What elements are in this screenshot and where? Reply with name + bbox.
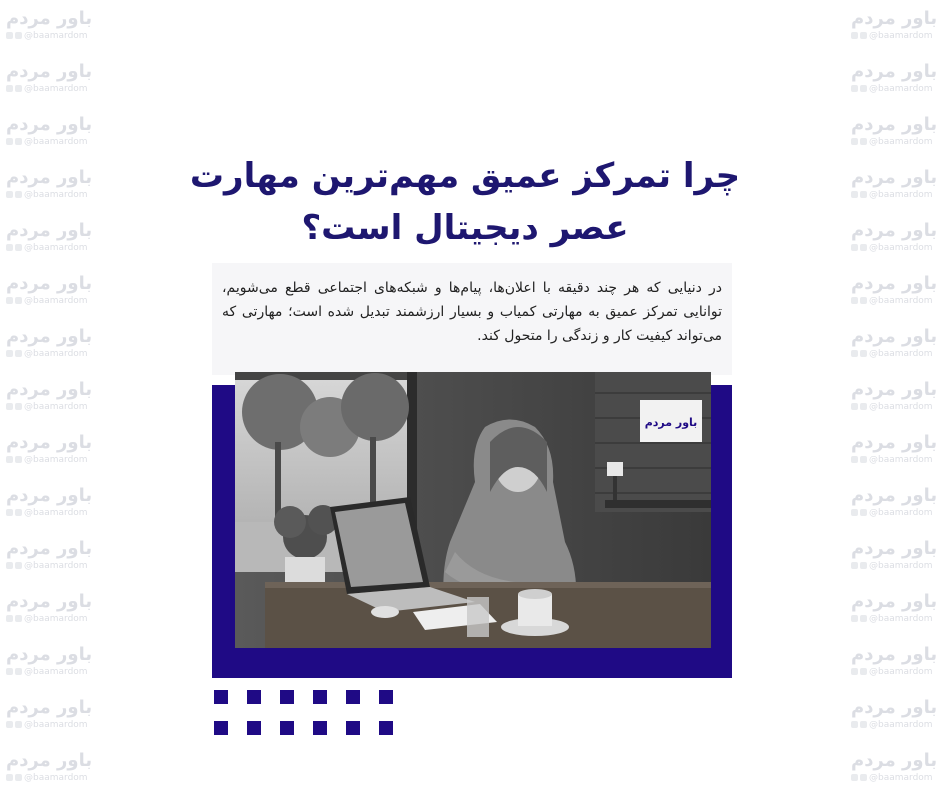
watermark-logo: باور مردم xyxy=(6,220,93,241)
instagram-icon xyxy=(851,32,858,39)
watermark-handle: @baamardom xyxy=(869,402,933,412)
watermark-handle: @baamardom xyxy=(24,190,88,200)
watermark-handle: @baamardom xyxy=(869,720,933,730)
watermark-logo: باور مردم xyxy=(851,114,938,135)
telegram-icon xyxy=(15,32,22,39)
decorative-dot xyxy=(379,721,393,735)
telegram-icon xyxy=(860,350,867,357)
wall-sign-logo: باور مردم xyxy=(644,416,698,429)
telegram-icon xyxy=(15,562,22,569)
instagram-icon xyxy=(851,562,858,569)
watermark-handle-row xyxy=(851,136,943,148)
watermark-handle: @baamardom xyxy=(869,349,933,359)
watermark-handle-row xyxy=(851,295,943,307)
watermark-logo: باور مردم xyxy=(6,114,93,135)
decorative-dot xyxy=(214,690,228,704)
instagram-icon xyxy=(6,615,13,622)
instagram-icon xyxy=(851,191,858,198)
watermark-handle-row xyxy=(6,454,98,466)
instagram-icon xyxy=(851,668,858,675)
watermark-handle: @baamardom xyxy=(24,349,88,359)
decorative-dot xyxy=(280,690,294,704)
telegram-icon xyxy=(860,244,867,251)
telegram-icon xyxy=(860,615,867,622)
telegram-icon xyxy=(860,774,867,781)
watermark-logo: باور مردم xyxy=(851,61,938,82)
watermark xyxy=(851,167,943,211)
instagram-icon xyxy=(6,350,13,357)
watermark xyxy=(6,591,98,635)
decorative-dot xyxy=(247,721,261,735)
watermark-handle: @baamardom xyxy=(869,455,933,465)
telegram-icon xyxy=(15,456,22,463)
instagram-icon xyxy=(6,721,13,728)
watermark xyxy=(6,644,98,688)
watermark xyxy=(851,326,943,370)
instagram-icon xyxy=(6,456,13,463)
watermark xyxy=(851,220,943,264)
instagram-icon xyxy=(6,403,13,410)
watermark-handle-row xyxy=(6,348,98,360)
watermark-logo: باور مردم xyxy=(6,273,93,294)
decorative-dot-grid xyxy=(214,690,404,740)
telegram-icon xyxy=(860,297,867,304)
decorative-dot xyxy=(214,721,228,735)
watermark-handle-row xyxy=(6,401,98,413)
instagram-icon xyxy=(6,297,13,304)
telegram-icon xyxy=(15,403,22,410)
instagram-icon xyxy=(6,191,13,198)
watermark-logo: باور مردم xyxy=(851,8,938,29)
watermark-logo: باور مردم xyxy=(851,167,938,188)
telegram-icon xyxy=(15,721,22,728)
article-title: چرا تمرکز عمیق مهم‌ترین مهارت عصر دیجیتال است؟ xyxy=(189,156,741,248)
instagram-icon xyxy=(6,138,13,145)
watermark-handle-row xyxy=(6,507,98,519)
decorative-dot xyxy=(313,721,327,735)
instagram-icon xyxy=(851,456,858,463)
watermark-handle: @baamardom xyxy=(869,614,933,624)
telegram-icon xyxy=(860,85,867,92)
watermark xyxy=(6,273,98,317)
watermark-handle-row xyxy=(6,560,98,572)
watermark-logo: باور مردم xyxy=(851,591,938,612)
watermark-logo: باور مردم xyxy=(851,326,938,347)
instagram-icon xyxy=(6,668,13,675)
watermark-handle: @baamardom xyxy=(24,561,88,571)
watermark xyxy=(851,538,943,582)
watermark-handle: @baamardom xyxy=(869,667,933,677)
watermark-logo: باور مردم xyxy=(851,379,938,400)
instagram-icon xyxy=(851,350,858,357)
watermark-logo: باور مردم xyxy=(6,591,93,612)
watermark-handle-row xyxy=(6,772,98,784)
decorative-dot xyxy=(379,690,393,704)
watermark-handle-row xyxy=(851,348,943,360)
watermark-logo: باور مردم xyxy=(6,432,93,453)
watermark-handle-row xyxy=(6,242,98,254)
watermark-handle: @baamardom xyxy=(869,561,933,571)
watermark-handle-row xyxy=(851,666,943,678)
instagram-icon xyxy=(851,138,858,145)
instagram-icon xyxy=(6,509,13,516)
telegram-icon xyxy=(15,509,22,516)
watermark-logo: باور مردم xyxy=(851,485,938,506)
instagram-icon xyxy=(6,774,13,781)
telegram-icon xyxy=(15,191,22,198)
watermark-handle: @baamardom xyxy=(24,667,88,677)
watermark xyxy=(6,114,98,158)
watermark-handle-row xyxy=(851,454,943,466)
watermark-handle: @baamardom xyxy=(869,243,933,253)
watermark-logo: باور مردم xyxy=(851,432,938,453)
watermark-handle-row xyxy=(851,613,943,625)
watermark-logo: باور مردم xyxy=(6,8,93,29)
watermark xyxy=(851,273,943,317)
watermark-handle-row xyxy=(851,242,943,254)
watermark-handle: @baamardom xyxy=(24,508,88,518)
watermark-handle-row xyxy=(851,772,943,784)
telegram-icon xyxy=(15,85,22,92)
watermark xyxy=(6,8,98,52)
instagram-icon xyxy=(6,562,13,569)
telegram-icon xyxy=(860,668,867,675)
watermark xyxy=(851,697,943,741)
instagram-icon xyxy=(851,721,858,728)
watermark-handle: @baamardom xyxy=(24,720,88,730)
watermark xyxy=(851,644,943,688)
decorative-dot xyxy=(346,690,360,704)
watermark-handle: @baamardom xyxy=(24,84,88,94)
watermark-logo: باور مردم xyxy=(6,485,93,506)
watermark-logo: باور مردم xyxy=(851,697,938,718)
telegram-icon xyxy=(15,668,22,675)
watermark-logo: باور مردم xyxy=(851,538,938,559)
watermark-logo: باور مردم xyxy=(6,326,93,347)
telegram-icon xyxy=(860,32,867,39)
watermark xyxy=(6,167,98,211)
watermark-handle: @baamardom xyxy=(24,614,88,624)
watermark-handle: @baamardom xyxy=(869,190,933,200)
instagram-icon xyxy=(6,85,13,92)
telegram-icon xyxy=(860,509,867,516)
watermark-handle: @baamardom xyxy=(24,296,88,306)
watermark-handle-row xyxy=(851,719,943,731)
watermark xyxy=(851,114,943,158)
watermark-handle-row xyxy=(851,189,943,201)
watermark-handle: @baamardom xyxy=(869,773,933,783)
cafe-scene-illustration xyxy=(235,372,711,648)
watermark-handle-row xyxy=(6,83,98,95)
watermark-logo: باور مردم xyxy=(6,538,93,559)
decorative-dot xyxy=(280,721,294,735)
watermark xyxy=(6,379,98,423)
watermark-handle: @baamardom xyxy=(24,455,88,465)
cafe-photo xyxy=(235,372,711,648)
watermark xyxy=(851,379,943,423)
watermark-logo: باور مردم xyxy=(851,644,938,665)
telegram-icon xyxy=(860,456,867,463)
watermark-logo: باور مردم xyxy=(6,167,93,188)
watermark-handle: @baamardom xyxy=(869,137,933,147)
watermark-handle-row xyxy=(851,30,943,42)
watermark xyxy=(6,538,98,582)
watermark-handle-row xyxy=(6,136,98,148)
watermark xyxy=(851,591,943,635)
watermark-handle: @baamardom xyxy=(869,31,933,41)
watermark xyxy=(6,220,98,264)
instagram-icon xyxy=(851,403,858,410)
watermark-handle-row xyxy=(6,189,98,201)
instagram-icon xyxy=(851,297,858,304)
telegram-icon xyxy=(15,774,22,781)
decorative-dot xyxy=(313,690,327,704)
watermark-logo: باور مردم xyxy=(851,273,938,294)
instagram-icon xyxy=(851,774,858,781)
watermark-handle: @baamardom xyxy=(24,137,88,147)
instagram-icon xyxy=(6,32,13,39)
telegram-icon xyxy=(15,615,22,622)
watermark-handle-row xyxy=(851,560,943,572)
watermark xyxy=(6,485,98,529)
watermark-logo: باور مردم xyxy=(6,644,93,665)
watermark-handle: @baamardom xyxy=(24,31,88,41)
instagram-icon xyxy=(851,509,858,516)
telegram-icon xyxy=(15,244,22,251)
instagram-icon xyxy=(851,244,858,251)
watermark-logo: باور مردم xyxy=(6,61,93,82)
instagram-icon xyxy=(6,244,13,251)
watermark-logo: باور مردم xyxy=(851,220,938,241)
watermark-logo: باور مردم xyxy=(6,697,93,718)
telegram-icon xyxy=(15,350,22,357)
watermark xyxy=(851,485,943,529)
telegram-icon xyxy=(860,403,867,410)
watermark-logo: باور مردم xyxy=(6,379,93,400)
watermark-handle: @baamardom xyxy=(869,508,933,518)
watermark xyxy=(6,432,98,476)
watermark-handle-row xyxy=(6,613,98,625)
telegram-icon xyxy=(860,138,867,145)
watermark-handle-row xyxy=(851,83,943,95)
article-subtitle: در دنیایی که هر چند دقیقه با اعلان‌ها، پیام‌ها و شبکه‌های اجتماعی قطع می‌شویم، توانایی تمرکز عمیق به مهارتی کمیاب و بسیار ارزشمند تبدیل شده است؛ مهارتی که می‌تواند کیفیت کار و زندگی را متحول کند. xyxy=(222,280,722,344)
watermark-column-left xyxy=(0,0,100,783)
watermark-handle-row xyxy=(6,666,98,678)
telegram-icon xyxy=(860,721,867,728)
instagram-icon xyxy=(851,615,858,622)
watermark-handle-row xyxy=(6,295,98,307)
watermark-handle: @baamardom xyxy=(869,296,933,306)
watermark xyxy=(6,697,98,741)
watermark xyxy=(6,750,98,794)
watermark-handle-row xyxy=(851,507,943,519)
watermark-handle: @baamardom xyxy=(869,84,933,94)
watermark-logo: باور مردم xyxy=(851,750,938,771)
telegram-icon xyxy=(15,297,22,304)
telegram-icon xyxy=(860,562,867,569)
watermark-logo: باور مردم xyxy=(6,750,93,771)
instagram-icon xyxy=(851,85,858,92)
decorative-dot xyxy=(247,690,261,704)
watermark-column-right xyxy=(845,0,945,783)
watermark xyxy=(6,326,98,370)
watermark-handle-row xyxy=(6,30,98,42)
decorative-dot xyxy=(346,721,360,735)
watermark xyxy=(851,8,943,52)
watermark xyxy=(851,750,943,794)
watermark-handle-row xyxy=(6,719,98,731)
watermark xyxy=(6,61,98,105)
watermark-handle: @baamardom xyxy=(24,402,88,412)
watermark-handle: @baamardom xyxy=(24,773,88,783)
telegram-icon xyxy=(15,138,22,145)
watermark xyxy=(851,432,943,476)
watermark-handle-row xyxy=(851,401,943,413)
telegram-icon xyxy=(860,191,867,198)
watermark-handle: @baamardom xyxy=(24,243,88,253)
watermark xyxy=(851,61,943,105)
